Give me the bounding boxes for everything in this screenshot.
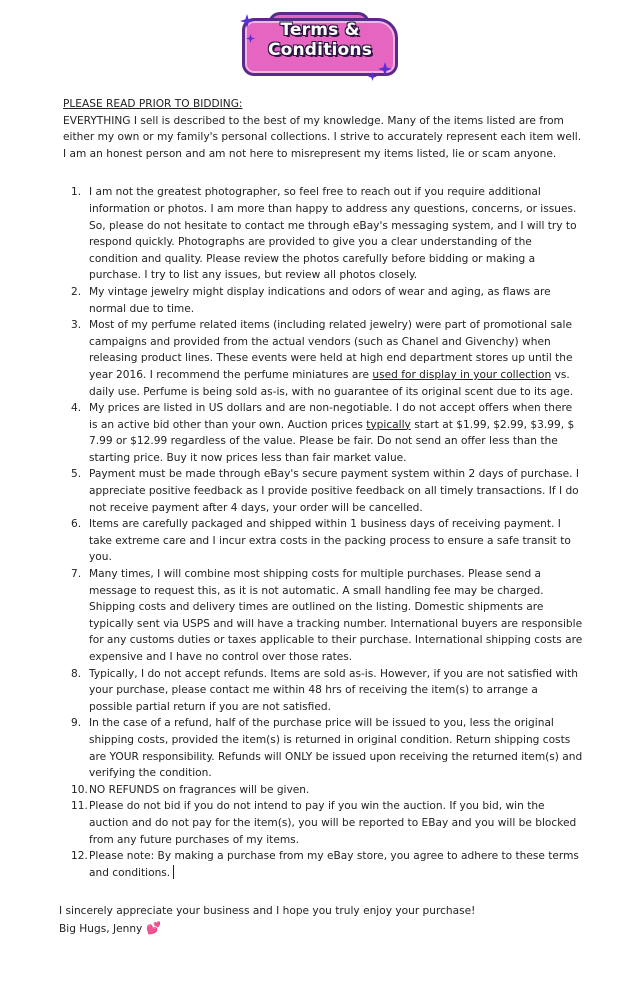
- term-number: 9.: [71, 717, 82, 730]
- term-number: 12.: [71, 850, 88, 863]
- signoff-line: [59, 920, 583, 938]
- terms-list: [63, 184, 583, 881]
- term-number: 10.: [71, 783, 88, 796]
- term-text: Please do not bid if you do not intend to pay if you win the auction. If you bid, win the auction and do not pay for the item(s), you will be reported to EBay and you will be blocked from any future purchases of my items.: [89, 800, 577, 846]
- term-item: [63, 516, 583, 566]
- term-number: 11.: [71, 800, 88, 813]
- term-item: [63, 715, 583, 781]
- term-text: Please note: By making a purchase from my eBay store, you agree to adhere to these terms and conditions.: [89, 850, 579, 879]
- term-text: I am not the greatest photographer, so feel free to reach out if you require additional information or photos. I am more than happy to address any questions, concerns, or issues. So, please do not hesitate to contact me through eBay's messaging system, and I will try to respond quickly. Photographs are provided to give you a clear understanding of the condition and quality. Please review the photos carefully before bidding or making a purchase. I try to list any issues, but review all photos closely.: [89, 186, 577, 282]
- intro-paragraph: EVERYTHING I sell is described to the best of my knowledge. Many of the items listed are from either my own or my family's personal collections. I strive to accurately represent each item well. I am an honest person and am not here to misrepresent my items listed, lie or scam anyone.: [63, 114, 582, 160]
- term-item: [63, 400, 583, 466]
- term-item: [63, 184, 583, 284]
- terms-and-conditions-logo: [232, 8, 404, 80]
- term-number: 3.: [71, 319, 82, 332]
- term-text-before: My prices are listed in US dollars and are non-negotiable. I do not accept offers when there is an active bid other than your own. Auction prices: [89, 402, 573, 431]
- logo-title: [242, 20, 398, 60]
- term-number: 5.: [71, 468, 82, 481]
- term-item: [63, 466, 583, 516]
- term-item: [63, 666, 583, 716]
- term-item: [63, 566, 583, 666]
- term-item: [63, 848, 583, 881]
- term-number: 2.: [71, 285, 82, 298]
- term-text-before: Most of my perfume related items (including related jewelry) were part of promotional sale campaigns and provided from the actual vendors (such as Chanel and Givenchy) when releasing product lines. These events were held at high end department stores up until the year 2016. I recommend the perfume miniatures are: [89, 319, 573, 381]
- term-item: [63, 782, 583, 799]
- closing-section: [59, 903, 583, 937]
- term-text-after: vs. daily use. Perfume is being sold as-is, with no guarantee of its original scent due to its age.: [89, 368, 574, 398]
- term-text: Payment must be made through eBay's secure payment system within 2 days of purchase. I appreciate positive feedback as I provide positive feedback on all timely transactions. If I do not receive payment after 4 days, your order will be cancelled.: [89, 468, 580, 514]
- term-text: Typically, I do not accept refunds. Items are sold as-is. However, if you are not satisfied with your purchase, please contact me within 48 hrs of receiving the item(s) to arrange a possible partial return if you are not satisfied.: [89, 667, 578, 713]
- term-text-underlined: used for display in your collection: [372, 368, 552, 381]
- two-hearts-icon: 💕: [146, 920, 162, 935]
- term-text: Items are carefully packaged and shipped within 1 business days of receiving payment. I take extreme care and I incur extra costs in the packing process to ensure a safe transit to you.: [89, 518, 571, 564]
- closing-message: I sincerely appreciate your business and I hope you truly enjoy your purchase!: [59, 905, 476, 918]
- term-number: 4.: [71, 402, 82, 415]
- term-number: 8.: [71, 667, 82, 680]
- term-item: [63, 317, 583, 400]
- terms-document: [59, 96, 583, 938]
- term-number: 1.: [71, 186, 82, 199]
- term-item: [63, 284, 583, 317]
- term-text: NO REFUNDS on fragrances will be given.: [89, 783, 310, 796]
- term-text-underlined: typically: [366, 418, 411, 431]
- text-cursor: [173, 865, 174, 879]
- logo-title-line-2: Conditions: [267, 40, 373, 60]
- term-item: [63, 798, 583, 848]
- term-text-after: start at $1.99, $2.99, $3.99, $ 7.99 or $12.99 regardless of the value. Please be fair. Do not send an offer less than the starting price. Buy it now prices less than fair market value.: [89, 418, 575, 464]
- logo-title-line-1: Terms &: [280, 20, 360, 40]
- term-text: In the case of a refund, half of the purchase price will be issued to you, less the original shipping costs, provided the item(s) is returned in original condition. Return shipping costs are YOUR responsibility. Refunds will ONLY be issued upon receiving the returned item(s) and verifying the condition.: [89, 717, 583, 780]
- signoff-text: Big Hugs, Jenny: [59, 922, 143, 935]
- term-text: My vintage jewelry might display indications and odors of wear and aging, as flaws are normal due to time.: [89, 285, 551, 315]
- term-number: 6.: [71, 518, 82, 531]
- term-number: 7.: [71, 568, 82, 581]
- page-heading: PLEASE READ PRIOR TO BIDDING:: [63, 98, 243, 110]
- term-text: Many times, I will combine most shipping costs for multiple purchases. Please send a message to request this, as it is not automatic. A small handling fee may be charged. Shipping costs and delivery times are outlined on the listing. Domestic shipments are typically sent via USPS and will have a tracking number. International buyers are responsible for any customs duties or taxes applicable to their purchase. International shipping costs are expensive and I have no control over those rates.: [89, 568, 583, 663]
